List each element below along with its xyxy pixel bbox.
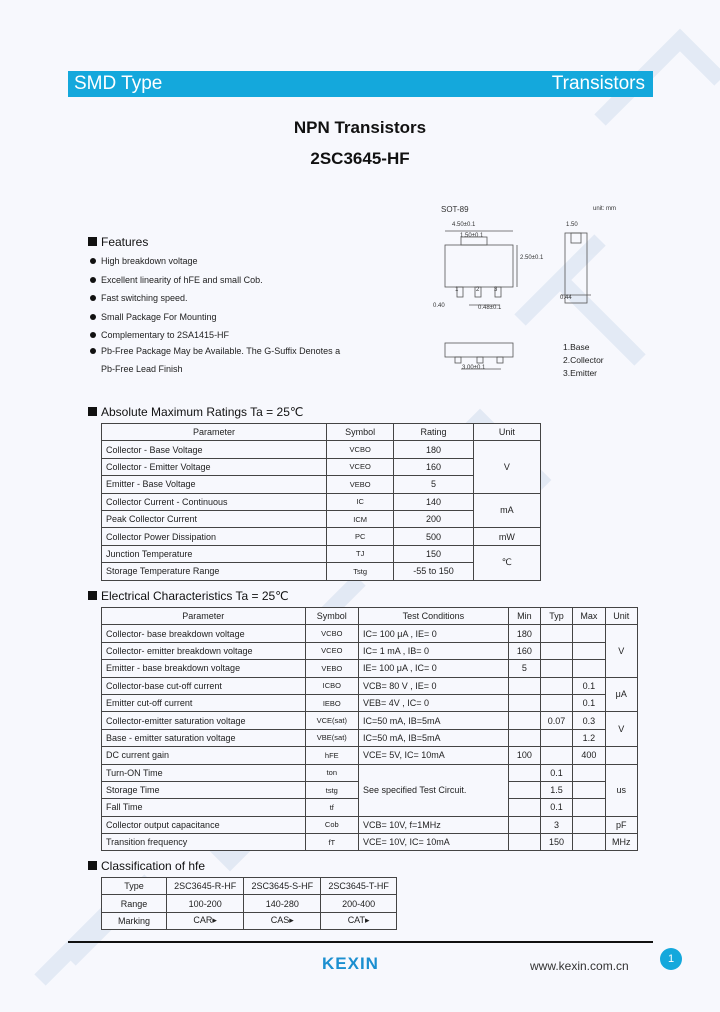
table-cell [540,747,572,764]
table-cell: Emitter - Base Voltage [102,476,327,493]
table-cell: 2SC3645-T-HF [321,878,397,895]
bullet-icon [90,314,96,320]
table-cell: μA [605,677,638,712]
table-cell: Cob [305,816,358,833]
table-cell: CAT▸ [321,912,397,929]
table-cell: Transition frequency [102,834,306,851]
table-cell: VCE= 10V, IC= 10mA [359,834,509,851]
pin-collector: 2.Collector [563,355,604,365]
table-cell: Emitter - base breakdown voltage [102,660,306,677]
table-cell: 150 [394,545,473,562]
table-cell: Collector Power Dissipation [102,528,327,545]
title-part-number: 2SC3645-HF [310,149,410,168]
table-cell: IC [327,493,394,510]
table-cell: VCB= 10V, f=1MHz [359,816,509,833]
dim-label: 1.50±0.1 [460,233,484,239]
classification-heading: Classification of hfe [88,859,205,873]
table-cell: Type [102,878,167,895]
footer-divider [68,941,653,943]
table-cell: 2SC3645-R-HF [167,878,244,895]
table-cell [573,764,605,781]
elec-table [101,607,638,851]
kexin-logo: KEXIN [322,954,379,973]
table-row [102,493,541,510]
table-cell [540,625,572,642]
table-cell: Collector- emitter breakdown voltage [102,642,306,659]
table-cell: 5 [394,476,473,493]
footer-url[interactable]: www.kexin.com.cn [530,959,629,973]
table-cell: Fall Time [102,799,306,816]
table-cell: tf [305,799,358,816]
table-cell: 0.3 [573,712,605,729]
table-cell [540,729,572,746]
square-bullet-icon [88,591,97,600]
table-row [102,764,638,781]
table-row [102,694,638,711]
bullet-icon [90,295,96,301]
table-cell [508,694,540,711]
table-cell: VCBO [305,625,358,642]
table-cell: Junction Temperature [102,545,327,562]
table-cell: VEB= 4V , IC= 0 [359,694,509,711]
pin-emitter: 3.Emitter [563,368,598,378]
table-cell: 500 [394,528,473,545]
table-cell: See specified Test Circuit. [359,764,509,816]
square-bullet-icon [88,237,97,246]
table-cell: V [605,625,638,677]
table-cell [540,642,572,659]
table-cell: ton [305,764,358,781]
table-cell: 140 [394,493,473,510]
table-cell [508,781,540,798]
pin-number: 3 [494,287,498,293]
table-header-row [102,608,638,625]
table-cell [573,834,605,851]
dim-label: 2.50±0.1 [520,255,544,261]
table-cell: 180 [508,625,540,642]
table-cell: 5 [508,660,540,677]
table-cell: pF [605,816,638,833]
table-cell: CAR▸ [167,912,244,929]
table-cell: 3 [540,816,572,833]
table-cell [508,834,540,851]
table-cell: Min [508,608,540,625]
pin-legend [563,341,604,380]
table-cell: IC=50 mA, IB=5mA [359,712,509,729]
table-cell: Collector-base cut-off current [102,677,306,694]
table-cell: IC= 1 mA , IB= 0 [359,642,509,659]
table-cell: fT [305,834,358,851]
list-item: Excellent linearity of hFE and small Cob. [90,275,263,285]
table-row [102,545,541,562]
title-npn: NPN Transistors [293,118,427,137]
table-cell: Collector-emitter saturation voltage [102,712,306,729]
table-cell [540,677,572,694]
list-item: Complementary to 2SA1415-HF [90,330,229,340]
dim-label: 0.44 [560,295,572,301]
table-cell [540,694,572,711]
table-cell [508,764,540,781]
table-cell: DC current gain [102,747,306,764]
package-unit: unit: mm [593,206,617,212]
table-cell: Parameter [102,608,306,625]
table-cell: IE= 100 μA , IC= 0 [359,660,509,677]
table-row [102,712,638,729]
table-cell: Test Conditions [359,608,509,625]
table-cell [605,747,638,764]
pin-number: 1 [455,287,459,293]
dim-label: 0.48±0.1 [478,305,502,311]
table-cell: Rating [394,424,473,441]
table-cell [573,660,605,677]
table-cell: V [605,712,638,747]
table-cell: VCB= 80 V , IE= 0 [359,677,509,694]
table-cell: Typ [540,608,572,625]
table-cell: 100-200 [167,895,244,912]
table-cell: VCEO [327,458,394,475]
table-cell: hFE [305,747,358,764]
table-cell: us [605,764,638,816]
table-cell: tstg [305,781,358,798]
table-row [102,528,541,545]
table-row [102,660,638,677]
list-item: Pb-Free Lead Finish [101,364,183,374]
table-cell: 160 [508,642,540,659]
table-cell: MHz [605,834,638,851]
table-cell: 2SC3645-S-HF [244,878,321,895]
pin-base: 1.Base [563,342,590,352]
page-number: 1 [660,948,682,970]
table-cell: Parameter [102,424,327,441]
table-cell: 100 [508,747,540,764]
abs-max-table [101,423,541,581]
table-cell: Base - emitter saturation voltage [102,729,306,746]
table-cell: 150 [540,834,572,851]
table-cell: V [473,441,540,493]
table-cell: VEBO [305,660,358,677]
table-cell: VCE(sat) [305,712,358,729]
table-row [102,729,638,746]
table-cell: mA [473,493,540,528]
table-row [102,642,638,659]
table-cell: VCEO [305,642,358,659]
table-cell: 0.1 [573,694,605,711]
table-cell: 140-280 [244,895,321,912]
table-cell: Tstg [327,563,394,580]
table-cell [508,799,540,816]
table-cell: Peak Collector Current [102,510,327,527]
table-cell: ICBO [305,677,358,694]
list-item: Pb-Free Package May be Available. The G-Suffix Denotes a [90,346,340,356]
table-cell: TJ [327,545,394,562]
header-transistors: Transistors [551,73,645,94]
dim-label: 1.50 [566,222,578,228]
table-cell: IEBO [305,694,358,711]
table-cell: ICM [327,510,394,527]
list-item: High breakdown voltage [90,256,198,266]
dim-label: 4.50±0.1 [452,222,476,228]
table-cell: Max [573,608,605,625]
table-cell: VBE(sat) [305,729,358,746]
table-cell [573,625,605,642]
table-header-row [102,878,397,895]
table-cell: Collector - Emitter Voltage [102,458,327,475]
bullet-icon [90,277,96,283]
table-row [102,816,638,833]
table-cell: Symbol [327,424,394,441]
table-cell: VEBO [327,476,394,493]
list-item: Fast switching speed. [90,293,188,303]
table-cell [573,642,605,659]
table-cell [573,781,605,798]
table-header-row [102,424,541,441]
table-cell: 0.1 [540,799,572,816]
table-row [102,441,541,458]
table-row [102,625,638,642]
table-cell: Collector Current - Continuous [102,493,327,510]
header-smd-type: SMD Type [74,73,163,94]
table-cell: 180 [394,441,473,458]
table-row [102,677,638,694]
table-cell: Unit [605,608,638,625]
table-cell: Marking [102,912,167,929]
table-cell: Storage Temperature Range [102,563,327,580]
table-cell: 0.07 [540,712,572,729]
table-cell: mW [473,528,540,545]
list-item: Small Package For Mounting [90,312,217,322]
table-cell: 200-400 [321,895,397,912]
bullet-icon [90,332,96,338]
table-row [102,747,638,764]
table-cell: IC= 100 μA , IE= 0 [359,625,509,642]
bullet-icon [90,348,96,354]
dim-label: 0.40 [433,303,445,309]
table-cell: 200 [394,510,473,527]
table-cell: Symbol [305,608,358,625]
table-cell: 1.5 [540,781,572,798]
table-cell [573,816,605,833]
table-cell: PC [327,528,394,545]
elec-heading: Electrical Characteristics Ta = 25℃ [88,589,289,603]
table-cell: VCBO [327,441,394,458]
table-cell [540,660,572,677]
table-cell: CAS▸ [244,912,321,929]
table-cell: Unit [473,424,540,441]
table-cell [573,799,605,816]
table-cell: 0.1 [540,764,572,781]
table-cell [508,677,540,694]
abs-max-heading: Absolute Maximum Ratings Ta = 25℃ [88,405,303,419]
table-row [102,834,638,851]
table-cell: Collector output capacitance [102,816,306,833]
square-bullet-icon [88,407,97,416]
square-bullet-icon [88,861,97,870]
dim-label: 3.00±0.1 [462,365,486,371]
table-cell: Range [102,895,167,912]
table-cell [508,712,540,729]
bullet-icon [90,258,96,264]
table-cell: Emitter cut-off current [102,694,306,711]
table-cell: VCE= 5V, IC= 10mA [359,747,509,764]
table-cell [508,729,540,746]
table-cell [508,816,540,833]
table-cell: Turn-ON Time [102,764,306,781]
table-cell: IC=50 mA, IB=5mA [359,729,509,746]
table-cell: Collector- base breakdown voltage [102,625,306,642]
table-cell: 400 [573,747,605,764]
table-cell: 0.1 [573,677,605,694]
table-cell: ℃ [473,545,540,580]
table-cell: Collector - Base Voltage [102,441,327,458]
pin-number: 2 [476,287,480,293]
table-cell: 1.2 [573,729,605,746]
table-cell: 160 [394,458,473,475]
package-name: SOT-89 [441,205,469,214]
table-cell: Storage Time [102,781,306,798]
features-heading: Features [88,235,148,249]
table-row [102,912,397,929]
table-row [102,895,397,912]
classification-table [101,877,397,930]
table-cell: -55 to 150 [394,563,473,580]
header-bar [68,71,653,97]
